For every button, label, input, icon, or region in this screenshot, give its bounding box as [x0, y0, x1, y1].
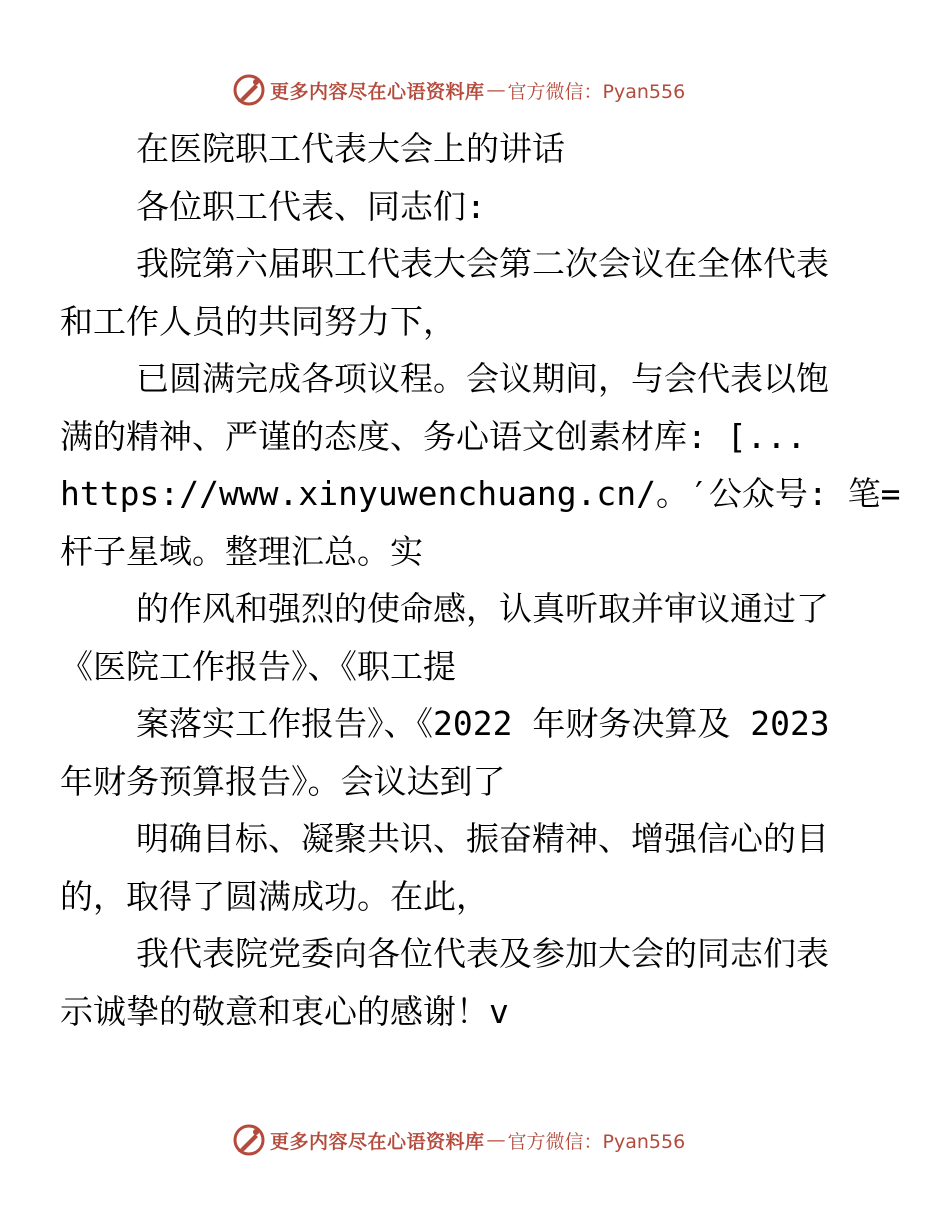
paragraph [60, 810, 858, 925]
text-line: 各位职工代表、同志们: [136, 186, 486, 226]
text-line: 满的精神、严谨的态度、务心语文创素材库: [... [60, 416, 807, 456]
speech-body [60, 120, 901, 1040]
paragraph [60, 695, 858, 810]
text-line: 我代表院党委向各位代表及参加大会的同志们表 [136, 934, 829, 973]
paragraph [60, 580, 858, 695]
paragraph [60, 235, 858, 350]
text-line: 示诚挚的敬意和衷心的感谢！v [60, 991, 509, 1031]
paragraph [60, 925, 858, 1040]
text-line: 《医院工作报告》、《职工提 [60, 646, 456, 686]
salutation [98, 178, 858, 236]
banner-main-text: 更多内容尽在心语资料库 [270, 80, 485, 103]
banner-wechat-text: 官方微信：Pyan556 [507, 1130, 686, 1153]
footer-banner [232, 1122, 685, 1158]
text-line: 在医院职工代表大会上的讲话 [136, 129, 565, 168]
text-line: 我院第六届职工代表大会第二次会议在全体代表 [136, 244, 829, 283]
text-line: 年财务预算报告》。会议达到了 [60, 761, 506, 801]
banner-wechat-text: 官方微信：Pyan556 [507, 80, 686, 103]
text-line: 已圆满完成各项议程。会议期间，与会代表以饱 [136, 359, 829, 398]
paragraph [60, 350, 901, 580]
text-line: 的，取得了圆满成功。在此， [60, 876, 489, 916]
text-line: 杆子星域。整理汇总。实 [60, 531, 423, 571]
pen-circle-logo-icon [232, 73, 266, 107]
text-line: 明确目标、凝聚共识、振奋精神、增强信心的目 [136, 819, 829, 858]
text-line: 和工作人员的共同努力下， [60, 301, 456, 341]
banner-dash: — [486, 1129, 506, 1151]
text-line: 的作风和强烈的使命感，认真听取并审议通过了 [136, 589, 829, 628]
text-line: 案落实工作报告》、《2022 年财务决算及 2023 [136, 704, 830, 743]
text-line: https://www.xinyuwenchuang.cn/。′公众号: 笔= [60, 474, 901, 513]
speech-title [98, 120, 858, 178]
banner-main-text: 更多内容尽在心语资料库 [270, 1130, 485, 1153]
pen-circle-logo-icon [232, 1123, 266, 1157]
header-banner [232, 72, 685, 108]
banner-dash: — [486, 79, 506, 101]
